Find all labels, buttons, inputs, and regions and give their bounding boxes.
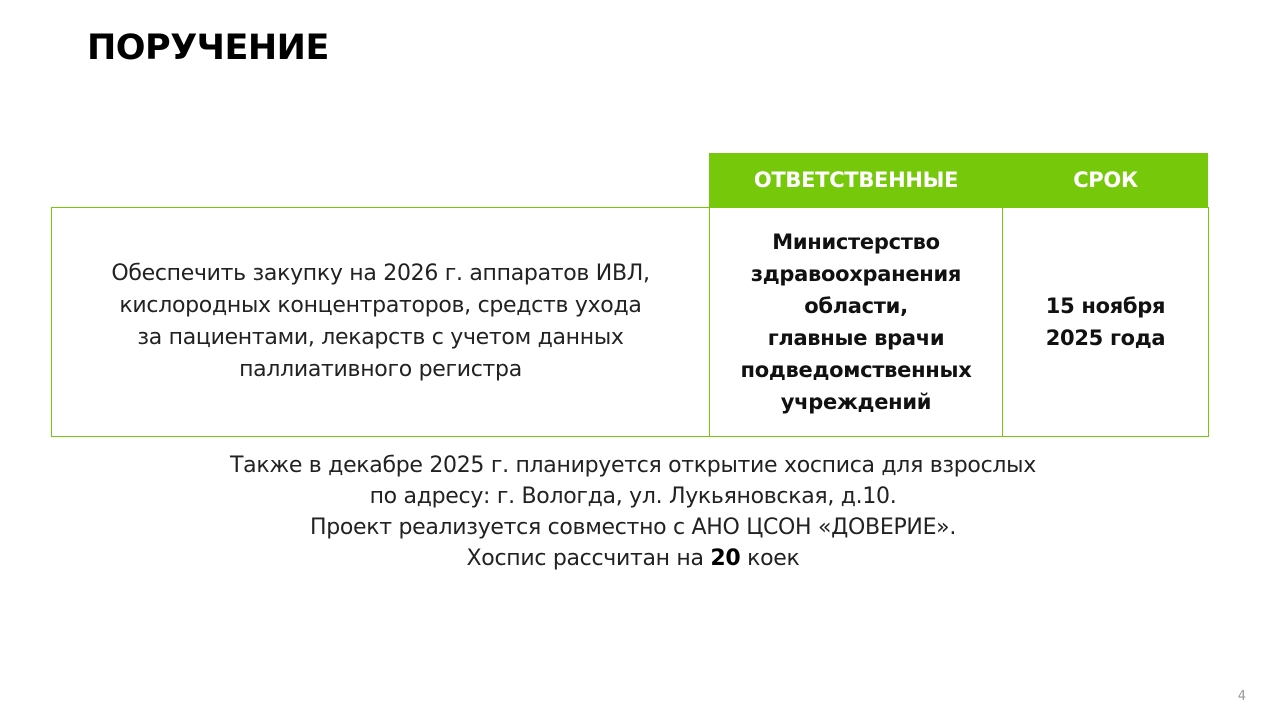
info-line-capacity	[0, 543, 1266, 574]
info-line: Проект реализуется совместно с АНО ЦСОН «ДОВЕРИЕ».	[309, 515, 957, 540]
slide-title: ПОРУЧЕНИЕ	[87, 28, 329, 68]
info-line: по адресу: г. Вологда, ул. Лукьяновская, д.10.	[369, 484, 897, 509]
responsible-line: подведомственных	[740, 358, 972, 382]
deadline-line: 15 ноября	[1045, 294, 1166, 318]
capacity-suffix: коек	[747, 546, 800, 571]
info-text	[0, 450, 1266, 574]
responsible-line: здравоохранения	[750, 262, 962, 286]
page-number: 4	[1237, 689, 1246, 704]
responsible-line: Министерство	[772, 230, 940, 254]
info-line: Также в декабре 2025 г. планируется открытие хосписа для взрослых	[230, 453, 1036, 478]
task-line: кислородных концентраторов, средств ухода	[119, 293, 642, 318]
task-line: Обеспечить закупку на 2026 г. аппаратов ИВЛ,	[111, 261, 650, 286]
responsible-line: главные врачи	[767, 326, 945, 350]
task-line: паллиативного регистра	[239, 357, 522, 382]
table-header-row	[709, 153, 1208, 207]
header-responsible: ОТВЕТСТВЕННЫЕ	[753, 168, 959, 192]
capacity-number: 20	[710, 546, 741, 571]
capacity-prefix: Хоспис рассчитан на	[466, 546, 704, 571]
table-row	[51, 207, 1209, 437]
header-deadline: СРОК	[1073, 168, 1138, 192]
task-cell	[52, 208, 710, 436]
task-line: за пациентами, лекарств с учетом данных	[137, 325, 624, 350]
responsible-cell	[710, 208, 1003, 436]
responsible-line: области,	[804, 294, 908, 318]
responsible-line: учреждений	[780, 390, 932, 414]
deadline-cell	[1003, 208, 1208, 436]
deadline-line: 2025 года	[1045, 326, 1166, 350]
